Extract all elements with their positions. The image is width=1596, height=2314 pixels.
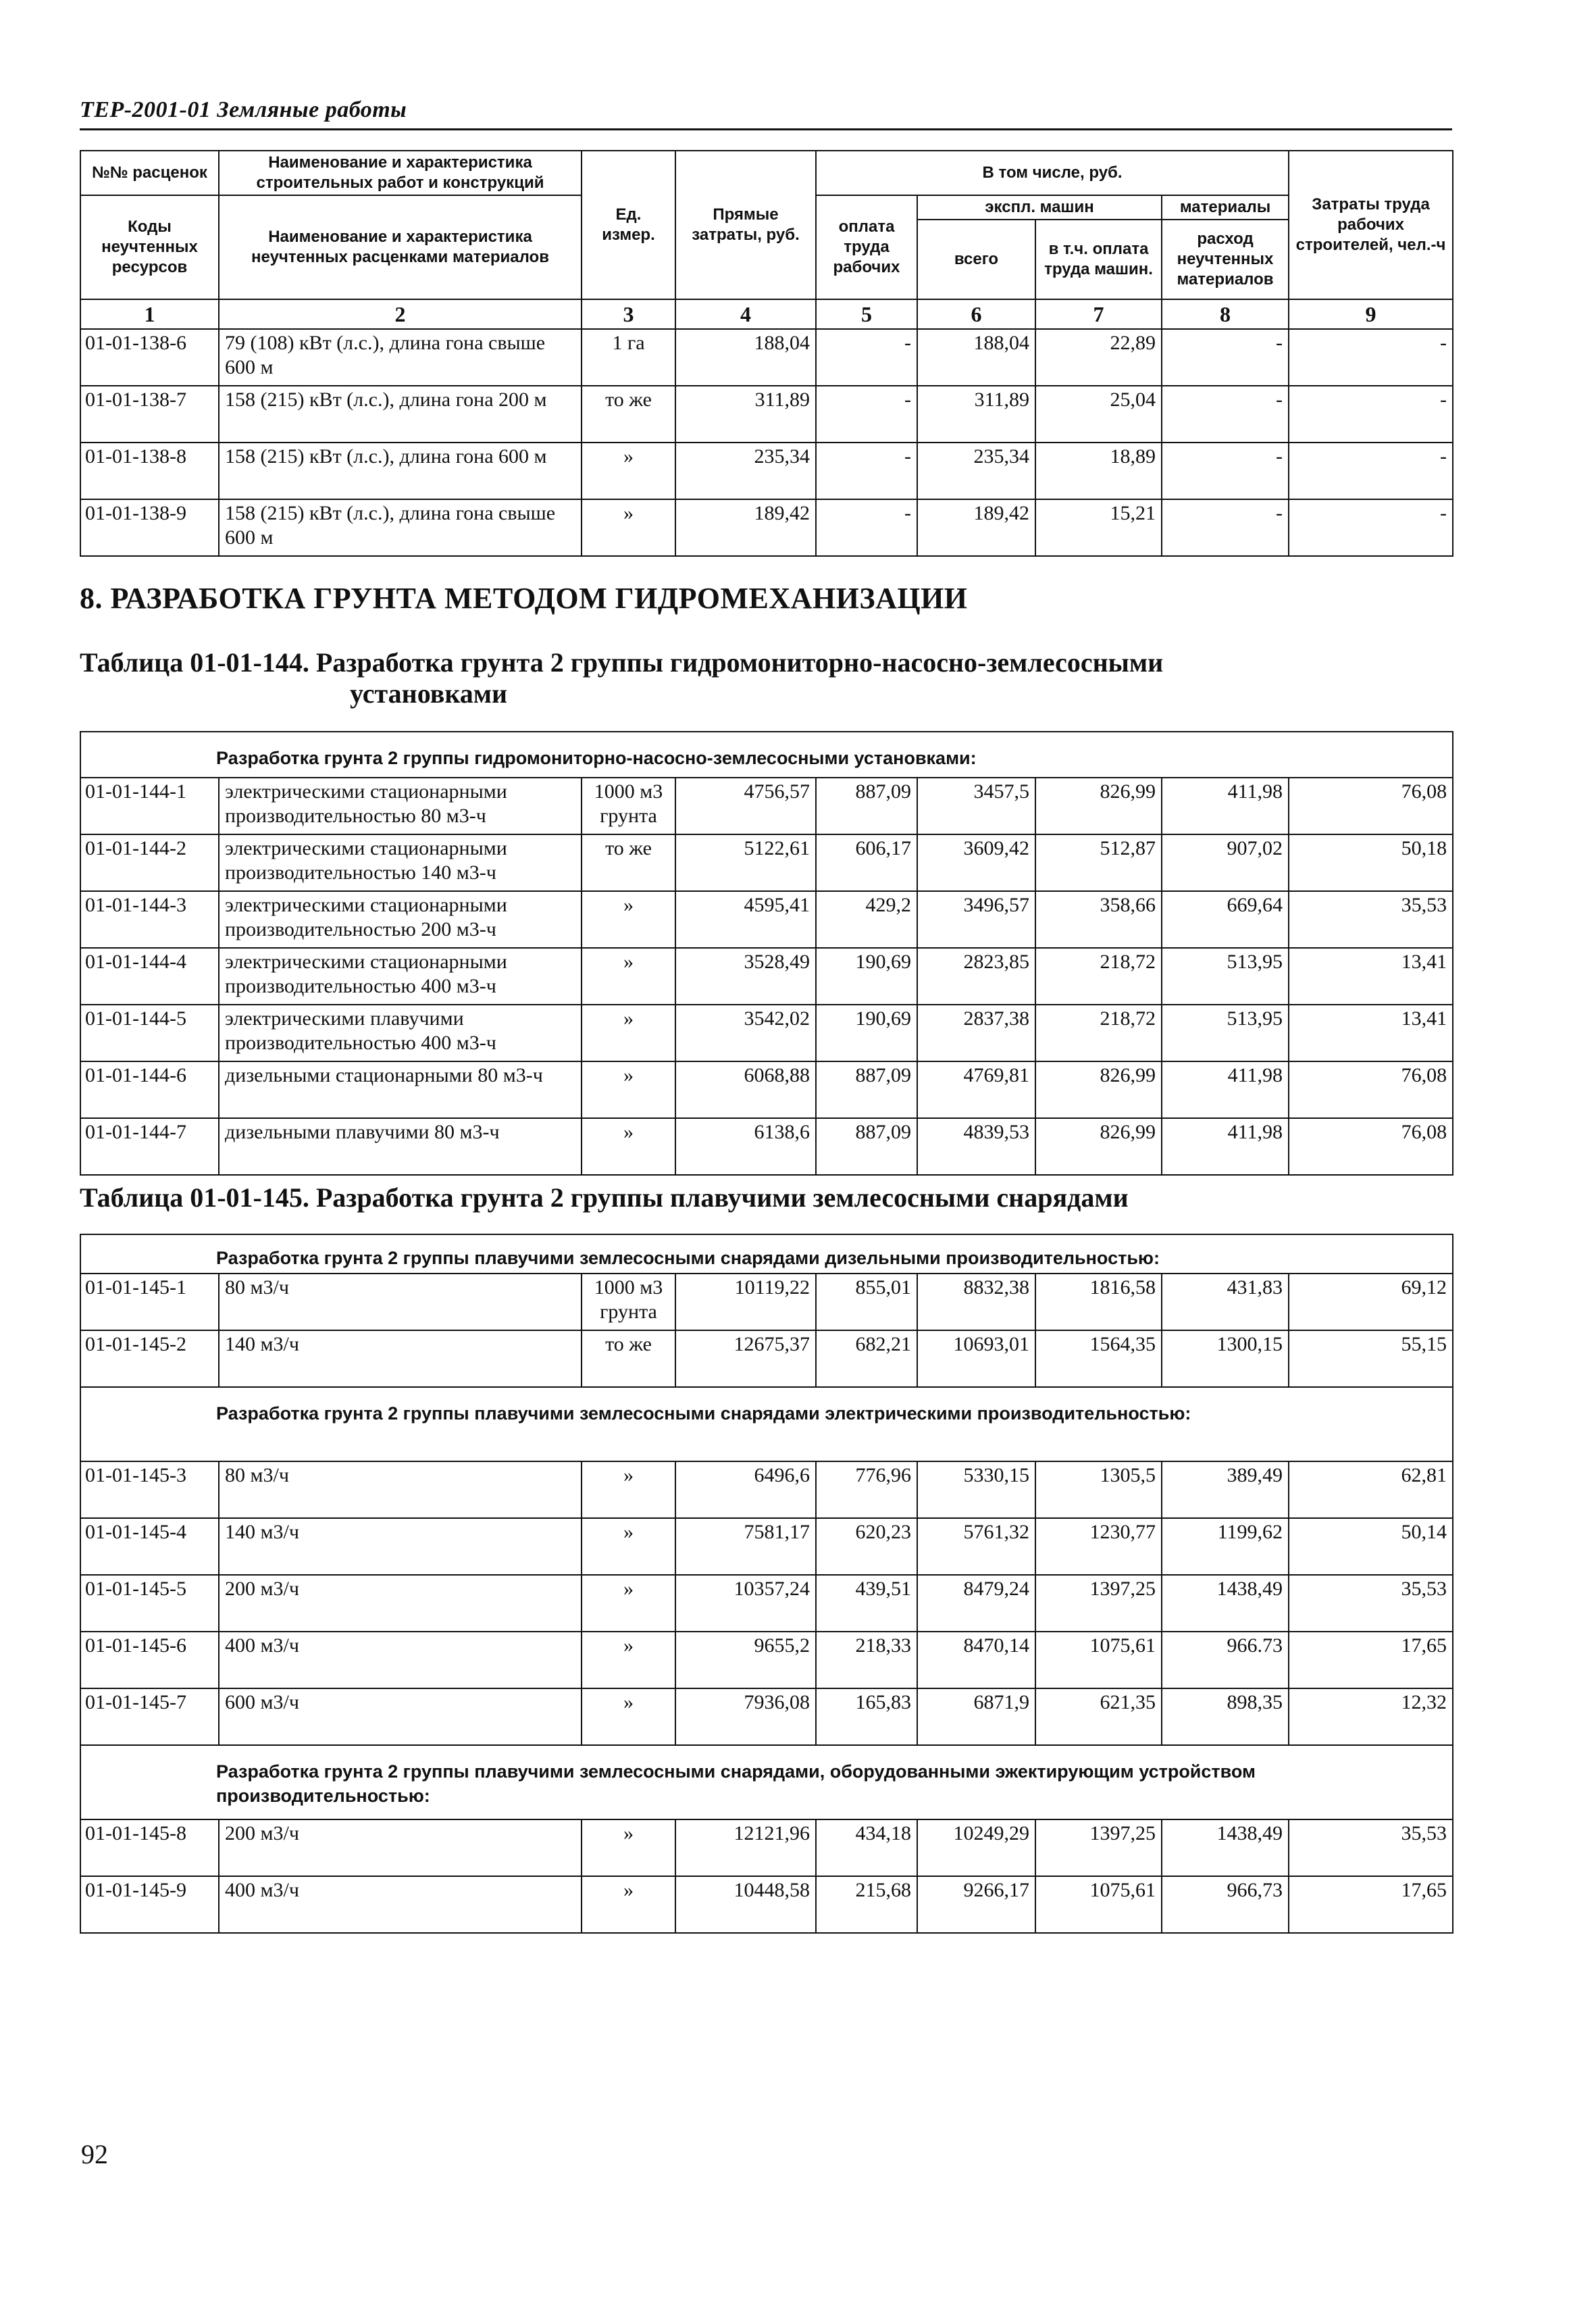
table-row (80, 778, 1453, 834)
row-name: электрическими стационарными производительностью 80 м3-ч (219, 778, 582, 834)
row-wages: 606,17 (816, 834, 917, 891)
row-wages: 215,68 (816, 1876, 917, 1933)
header-unit: Ед. измер. (582, 151, 675, 299)
row-name: 200 м3/ч (219, 1819, 582, 1876)
row-name: 600 м3/ч (219, 1688, 582, 1745)
row-unit: » (582, 1876, 675, 1933)
table-row (80, 1005, 1453, 1061)
table-row (80, 1274, 1453, 1330)
row-machine-wages: 826,99 (1035, 1118, 1162, 1175)
row-unit: » (582, 1518, 675, 1575)
table-row (80, 1461, 1453, 1518)
row-materials: 513,95 (1162, 1005, 1289, 1061)
running-header: ТЕР-2001-01 Земляные работы (80, 97, 407, 122)
row-code: 01-01-138-7 (80, 386, 219, 443)
row-machines-total: 3457,5 (917, 778, 1035, 834)
row-direct: 5122,61 (675, 834, 816, 891)
column-number: 5 (816, 299, 917, 329)
group-title: Разработка грунта 2 группы плавучими землесосными снарядами, оборудованными эжектирующим устройством производительностью: (80, 1745, 1453, 1819)
row-direct: 188,04 (675, 329, 816, 386)
row-machines-total: 235,34 (917, 443, 1035, 499)
row-direct: 4756,57 (675, 778, 816, 834)
row-code: 01-01-144-6 (80, 1061, 219, 1118)
row-labor: - (1289, 499, 1453, 556)
row-materials: 411,98 (1162, 1061, 1289, 1118)
row-wages: - (816, 443, 917, 499)
caption-label: Таблица 01-01-145. (80, 1182, 309, 1213)
row-machine-wages: 1564,35 (1035, 1330, 1162, 1387)
row-labor: 69,12 (1289, 1274, 1453, 1330)
row-machine-wages: 1816,58 (1035, 1274, 1162, 1330)
row-code: 01-01-145-2 (80, 1330, 219, 1387)
table-row (80, 891, 1453, 948)
row-code: 01-01-145-8 (80, 1819, 219, 1876)
row-labor: 17,65 (1289, 1632, 1453, 1688)
group-title: Разработка грунта 2 группы плавучими землесосными снарядами дизельными производительностью: (80, 1234, 1453, 1274)
row-wages: 429,2 (816, 891, 917, 948)
row-name: 400 м3/ч (219, 1876, 582, 1933)
row-direct: 3528,49 (675, 948, 816, 1005)
row-materials: 431,83 (1162, 1274, 1289, 1330)
row-code: 01-01-138-6 (80, 329, 219, 386)
row-name: 80 м3/ч (219, 1274, 582, 1330)
row-unit: 1 га (582, 329, 675, 386)
row-labor: - (1289, 329, 1453, 386)
row-name: 158 (215) кВт (л.с.), длина гона свыше 600 м (219, 499, 582, 556)
row-wages: 855,01 (816, 1274, 917, 1330)
row-labor: 76,08 (1289, 778, 1453, 834)
row-materials: - (1162, 443, 1289, 499)
header-name-bottom: Наименование и характеристика неучтенных расценками материалов (219, 195, 582, 299)
row-direct: 6138,6 (675, 1118, 816, 1175)
row-machine-wages: 826,99 (1035, 1061, 1162, 1118)
table-row (80, 1876, 1453, 1933)
row-wages: 165,83 (816, 1688, 917, 1745)
row-direct: 9655,2 (675, 1632, 816, 1688)
row-materials: 513,95 (1162, 948, 1289, 1005)
row-direct: 7936,08 (675, 1688, 816, 1745)
row-machine-wages: 1305,5 (1035, 1461, 1162, 1518)
header-code-bottom: Коды неучтенных ресурсов (80, 195, 219, 299)
table-row (80, 443, 1453, 499)
row-machine-wages: 25,04 (1035, 386, 1162, 443)
row-code: 01-01-144-4 (80, 948, 219, 1005)
table-144 (80, 731, 1453, 1176)
row-machines-total: 3496,57 (917, 891, 1035, 948)
row-unit: » (582, 1819, 675, 1876)
table-row (80, 1118, 1453, 1175)
row-wages: - (816, 386, 917, 443)
row-name: электрическими стационарными производительностью 140 м3-ч (219, 834, 582, 891)
row-unit: » (582, 499, 675, 556)
row-materials: - (1162, 499, 1289, 556)
row-machines-total: 8470,14 (917, 1632, 1035, 1688)
row-materials: 907,02 (1162, 834, 1289, 891)
row-unit: » (582, 891, 675, 948)
row-labor: 13,41 (1289, 948, 1453, 1005)
row-materials: 966.73 (1162, 1632, 1289, 1688)
row-wages: 620,23 (816, 1518, 917, 1575)
row-machines-total: 9266,17 (917, 1876, 1035, 1933)
row-materials: 1438,49 (1162, 1575, 1289, 1632)
row-machines-total: 10249,29 (917, 1819, 1035, 1876)
row-materials: 966,73 (1162, 1876, 1289, 1933)
header-machine-wages: в т.ч. оплата труда машин. (1035, 220, 1162, 299)
row-labor: 76,08 (1289, 1061, 1453, 1118)
header-machines-total: всего (917, 220, 1035, 299)
table-row (80, 1518, 1453, 1575)
row-name: дизельными плавучими 80 м3-ч (219, 1118, 582, 1175)
row-code: 01-01-145-9 (80, 1876, 219, 1933)
row-labor: 76,08 (1289, 1118, 1453, 1175)
column-number: 8 (1162, 299, 1289, 329)
table-145-caption (80, 1182, 1452, 1213)
row-code: 01-01-145-5 (80, 1575, 219, 1632)
row-materials: 1438,49 (1162, 1819, 1289, 1876)
row-machines-total: 4839,53 (917, 1118, 1035, 1175)
row-machine-wages: 621,35 (1035, 1688, 1162, 1745)
table-row (80, 1688, 1453, 1745)
row-direct: 7581,17 (675, 1518, 816, 1575)
row-code: 01-01-144-5 (80, 1005, 219, 1061)
row-code: 01-01-138-8 (80, 443, 219, 499)
row-unit: то же (582, 386, 675, 443)
table-row (80, 834, 1453, 891)
row-machines-total: 6871,9 (917, 1688, 1035, 1745)
row-direct: 311,89 (675, 386, 816, 443)
header-materials: материалы (1162, 195, 1289, 220)
row-code: 01-01-144-7 (80, 1118, 219, 1175)
header-rule (80, 128, 1452, 130)
column-number: 1 (80, 299, 219, 329)
header-code-top: №№ расценок (80, 151, 219, 195)
row-name: 80 м3/ч (219, 1461, 582, 1518)
caption-text: Разработка грунта 2 группы гидромониторно-насосно-землесосными (315, 647, 1164, 678)
row-code: 01-01-145-4 (80, 1518, 219, 1575)
row-materials: 411,98 (1162, 778, 1289, 834)
row-machine-wages: 218,72 (1035, 948, 1162, 1005)
row-machines-total: 2823,85 (917, 948, 1035, 1005)
row-materials: 669,64 (1162, 891, 1289, 948)
row-unit: » (582, 1688, 675, 1745)
table-row (80, 499, 1453, 556)
header-direct-costs: Прямые затраты, руб. (675, 151, 816, 299)
row-machine-wages: 1230,77 (1035, 1518, 1162, 1575)
row-machine-wages: 1397,25 (1035, 1575, 1162, 1632)
row-machine-wages: 512,87 (1035, 834, 1162, 891)
row-machines-total: 8479,24 (917, 1575, 1035, 1632)
table-row (80, 1575, 1453, 1632)
row-machines-total: 5761,32 (917, 1518, 1035, 1575)
row-machine-wages: 358,66 (1035, 891, 1162, 948)
row-direct: 6496,6 (675, 1461, 816, 1518)
row-name: 140 м3/ч (219, 1518, 582, 1575)
row-materials: - (1162, 386, 1289, 443)
row-wages: 887,09 (816, 1118, 917, 1175)
row-unit: » (582, 1632, 675, 1688)
row-machine-wages: 1075,61 (1035, 1632, 1162, 1688)
header-including: В том числе, руб. (816, 151, 1289, 195)
row-machine-wages: 218,72 (1035, 1005, 1162, 1061)
group-title: Разработка грунта 2 группы гидромониторно-насосно-землесосными установками: (80, 732, 1453, 778)
table-row (80, 1061, 1453, 1118)
row-name: 79 (108) кВт (л.с.), длина гона свыше 600 м (219, 329, 582, 386)
row-unit: » (582, 1461, 675, 1518)
row-unit: » (582, 1118, 675, 1175)
row-direct: 235,34 (675, 443, 816, 499)
row-wages: 887,09 (816, 1061, 917, 1118)
row-machines-total: 5330,15 (917, 1461, 1035, 1518)
table-144-caption (80, 647, 1452, 709)
row-unit: » (582, 1061, 675, 1118)
row-machine-wages: 826,99 (1035, 778, 1162, 834)
row-wages: 776,96 (816, 1461, 917, 1518)
row-name: электрическими стационарными производительностью 400 м3-ч (219, 948, 582, 1005)
row-materials: - (1162, 329, 1289, 386)
row-materials: 411,98 (1162, 1118, 1289, 1175)
row-machines-total: 8832,38 (917, 1274, 1035, 1330)
row-wages: 190,69 (816, 1005, 917, 1061)
row-name: 140 м3/ч (219, 1330, 582, 1387)
row-labor: 35,53 (1289, 1819, 1453, 1876)
header-wages: оплата труда рабочих (816, 195, 917, 299)
column-number: 9 (1289, 299, 1453, 329)
row-direct: 3542,02 (675, 1005, 816, 1061)
column-number: 3 (582, 299, 675, 329)
row-direct: 10119,22 (675, 1274, 816, 1330)
row-wages: 682,21 (816, 1330, 917, 1387)
row-direct: 189,42 (675, 499, 816, 556)
row-name: электрическими плавучими производительностью 400 м3-ч (219, 1005, 582, 1061)
caption-label: Таблица 01-01-144. (80, 647, 309, 678)
row-direct: 6068,88 (675, 1061, 816, 1118)
row-direct: 12675,37 (675, 1330, 816, 1387)
header-unaccounted: расход неучтенных материалов (1162, 220, 1289, 299)
row-code: 01-01-138-9 (80, 499, 219, 556)
caption-text: Разработка грунта 2 группы плавучими землесосными снарядами (315, 1182, 1129, 1213)
row-code: 01-01-145-3 (80, 1461, 219, 1518)
table-row (80, 1632, 1453, 1688)
row-wages: 434,18 (816, 1819, 917, 1876)
column-number: 4 (675, 299, 816, 329)
row-name: 200 м3/ч (219, 1575, 582, 1632)
page-number: 92 (81, 2139, 108, 2169)
row-direct: 12121,96 (675, 1819, 816, 1876)
row-wages: 887,09 (816, 778, 917, 834)
row-labor: 13,41 (1289, 1005, 1453, 1061)
row-code: 01-01-144-2 (80, 834, 219, 891)
row-wages: - (816, 499, 917, 556)
row-code: 01-01-144-1 (80, 778, 219, 834)
row-labor: - (1289, 443, 1453, 499)
row-code: 01-01-145-1 (80, 1274, 219, 1330)
row-wages: 439,51 (816, 1575, 917, 1632)
row-labor: 50,18 (1289, 834, 1453, 891)
row-unit: » (582, 1575, 675, 1632)
row-direct: 4595,41 (675, 891, 816, 948)
row-machine-wages: 15,21 (1035, 499, 1162, 556)
row-wages: - (816, 329, 917, 386)
row-code: 01-01-145-6 (80, 1632, 219, 1688)
row-materials: 1300,15 (1162, 1330, 1289, 1387)
column-number: 6 (917, 299, 1035, 329)
row-machines-total: 10693,01 (917, 1330, 1035, 1387)
row-materials: 1199,62 (1162, 1518, 1289, 1575)
table-row (80, 386, 1453, 443)
header-machines: экспл. машин (917, 195, 1162, 220)
row-labor: 62,81 (1289, 1461, 1453, 1518)
row-unit: 1000 м3 грунта (582, 778, 675, 834)
row-machines-total: 3609,42 (917, 834, 1035, 891)
row-labor: 55,15 (1289, 1330, 1453, 1387)
table-row (80, 1819, 1453, 1876)
row-labor: 35,53 (1289, 891, 1453, 948)
row-labor: 12,32 (1289, 1688, 1453, 1745)
column-number: 2 (219, 299, 582, 329)
row-name: 158 (215) кВт (л.с.), длина гона 600 м (219, 443, 582, 499)
row-machine-wages: 22,89 (1035, 329, 1162, 386)
header-name-top: Наименование и характеристика строительных работ и конструкций (219, 151, 582, 195)
row-machine-wages: 18,89 (1035, 443, 1162, 499)
row-materials: 389,49 (1162, 1461, 1289, 1518)
row-labor: 35,53 (1289, 1575, 1453, 1632)
table-138 (80, 150, 1453, 557)
row-name: электрическими стационарными производительностью 200 м3-ч (219, 891, 582, 948)
row-name: дизельными стационарными 80 м3-ч (219, 1061, 582, 1118)
row-machines-total: 189,42 (917, 499, 1035, 556)
row-unit: » (582, 443, 675, 499)
section-heading: 8. РАЗРАБОТКА ГРУНТА МЕТОДОМ ГИДРОМЕХАНИЗАЦИИ (80, 582, 968, 615)
row-labor: 17,65 (1289, 1876, 1453, 1933)
row-direct: 10448,58 (675, 1876, 816, 1933)
row-machines-total: 188,04 (917, 329, 1035, 386)
row-labor: 50,14 (1289, 1518, 1453, 1575)
row-name: 400 м3/ч (219, 1632, 582, 1688)
caption-text-line2: установками (350, 678, 508, 709)
row-wages: 218,33 (816, 1632, 917, 1688)
row-unit: » (582, 1005, 675, 1061)
table-row (80, 329, 1453, 386)
row-unit: то же (582, 834, 675, 891)
column-number: 7 (1035, 299, 1162, 329)
row-machines-total: 2837,38 (917, 1005, 1035, 1061)
row-unit: 1000 м3 грунта (582, 1274, 675, 1330)
row-unit: то же (582, 1330, 675, 1387)
group-title: Разработка грунта 2 группы плавучими землесосными снарядами электрическими производительностью: (80, 1387, 1453, 1461)
row-machines-total: 4769,81 (917, 1061, 1035, 1118)
table-row (80, 948, 1453, 1005)
row-materials: 898,35 (1162, 1688, 1289, 1745)
row-code: 01-01-145-7 (80, 1688, 219, 1745)
table-145 (80, 1234, 1453, 1934)
row-machine-wages: 1397,25 (1035, 1819, 1162, 1876)
row-machines-total: 311,89 (917, 386, 1035, 443)
row-machine-wages: 1075,61 (1035, 1876, 1162, 1933)
row-code: 01-01-144-3 (80, 891, 219, 948)
header-labor: Затраты труда рабочих строителей, чел.-ч (1289, 151, 1453, 299)
row-name: 158 (215) кВт (л.с.), длина гона 200 м (219, 386, 582, 443)
table-row (80, 1330, 1453, 1387)
row-unit: » (582, 948, 675, 1005)
row-labor: - (1289, 386, 1453, 443)
row-wages: 190,69 (816, 948, 917, 1005)
row-direct: 10357,24 (675, 1575, 816, 1632)
